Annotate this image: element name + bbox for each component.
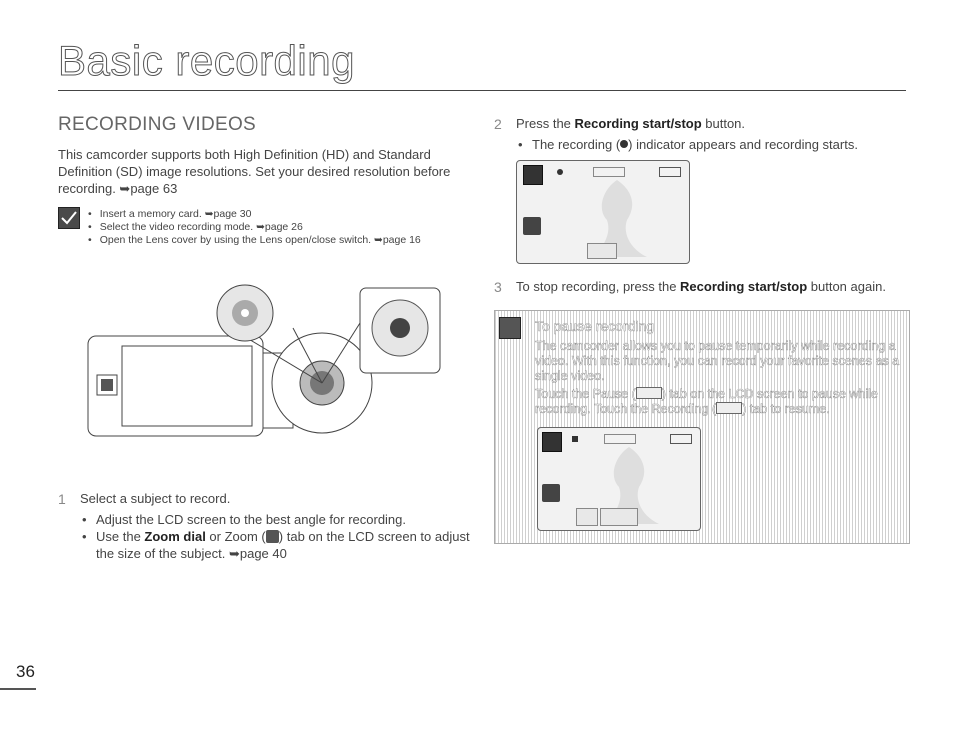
section-heading: RECORDING VIDEOS (58, 114, 256, 135)
step-3-text (516, 279, 886, 294)
camcorder-illustration (85, 283, 445, 443)
subject-silhouette-icon (557, 175, 677, 260)
note-item: • Select the video recording mode. ➥page 26 (88, 221, 468, 234)
zoom-icon[interactable] (542, 484, 560, 502)
step-text: Press the (516, 116, 575, 131)
infobox-text: ) tab on the LCD screen to pause while recording. Touch the Recording ( (535, 387, 878, 416)
zoom-icon[interactable] (523, 217, 541, 235)
step-3-number: 3 (494, 279, 502, 295)
step-2-bullet (516, 136, 906, 153)
zoom-dial-label: Zoom dial (144, 529, 206, 544)
recording-button-label: Recording start/stop (574, 116, 702, 131)
title-divider (58, 90, 906, 91)
step-text: button. (701, 116, 746, 131)
step-2-bullets (516, 136, 906, 153)
page-number: 36 (16, 662, 35, 681)
step-text: button again. (807, 279, 886, 294)
zoom-icon (266, 530, 279, 543)
page-title: Basic recording (58, 37, 355, 84)
pause-recording-infobox (494, 310, 910, 544)
stop-tab-icon[interactable] (576, 508, 598, 526)
infobox-paragraph (535, 387, 905, 417)
bullet-text: ) tab on the LCD screen to adjust the size of the subject. ➥page 40 (96, 529, 470, 561)
step-2-text (516, 116, 745, 131)
note-item: • Open the Lens cover by using the Lens open/close switch. ➥page 16 (88, 234, 468, 247)
lcd-screen-paused (537, 427, 701, 531)
infobox-heading: To pause recording (535, 318, 655, 334)
bullet-text: The recording ( (532, 137, 621, 152)
bullet-text: Use the (96, 529, 145, 544)
precheck-notes (88, 208, 468, 247)
mode-icon (542, 432, 562, 452)
record-tab-icon[interactable] (600, 508, 638, 526)
record-dot-icon (620, 140, 628, 148)
page-number-underline (0, 688, 36, 690)
pause-tab-icon (636, 387, 662, 399)
recording-button-label: Recording start/stop (680, 279, 808, 294)
mode-icon (523, 165, 543, 185)
note-item: • Insert a memory card. ➥page 30 (88, 208, 468, 221)
step-1-bullet: • Adjust the LCD screen to the best angle for recording. (80, 511, 470, 528)
pause-tab-icon[interactable] (587, 243, 617, 259)
step-1-bullets (80, 511, 470, 562)
step-text: To stop recording, press the (516, 279, 681, 294)
record-tab-icon (716, 402, 742, 414)
step-2-number: 2 (494, 116, 502, 132)
infobox-text: Touch the Pause ( (535, 387, 636, 401)
note-icon (499, 317, 521, 339)
note-check-icon (58, 207, 80, 229)
step-1-number: 1 (58, 491, 66, 507)
infobox-text: ) tab to resume. (742, 402, 830, 416)
bullet-text: or Zoom ( (205, 529, 266, 544)
lcd-screen-recording (516, 160, 690, 264)
step-1-text: Select a subject to record. (80, 491, 231, 506)
intro-paragraph: This camcorder supports both High Definition (HD) and Standard Definition (SD) image resolutions. Set your desired resolution before recording. ➥page 63 (58, 147, 451, 196)
step-1-bullet (80, 528, 470, 562)
bullet-text: ) indicator appears and recording starts. (628, 137, 858, 152)
infobox-paragraph: The camcorder allows you to pause temporarily while recording a video. With this function, you can record your favorite scenes as a single video. (535, 339, 900, 383)
